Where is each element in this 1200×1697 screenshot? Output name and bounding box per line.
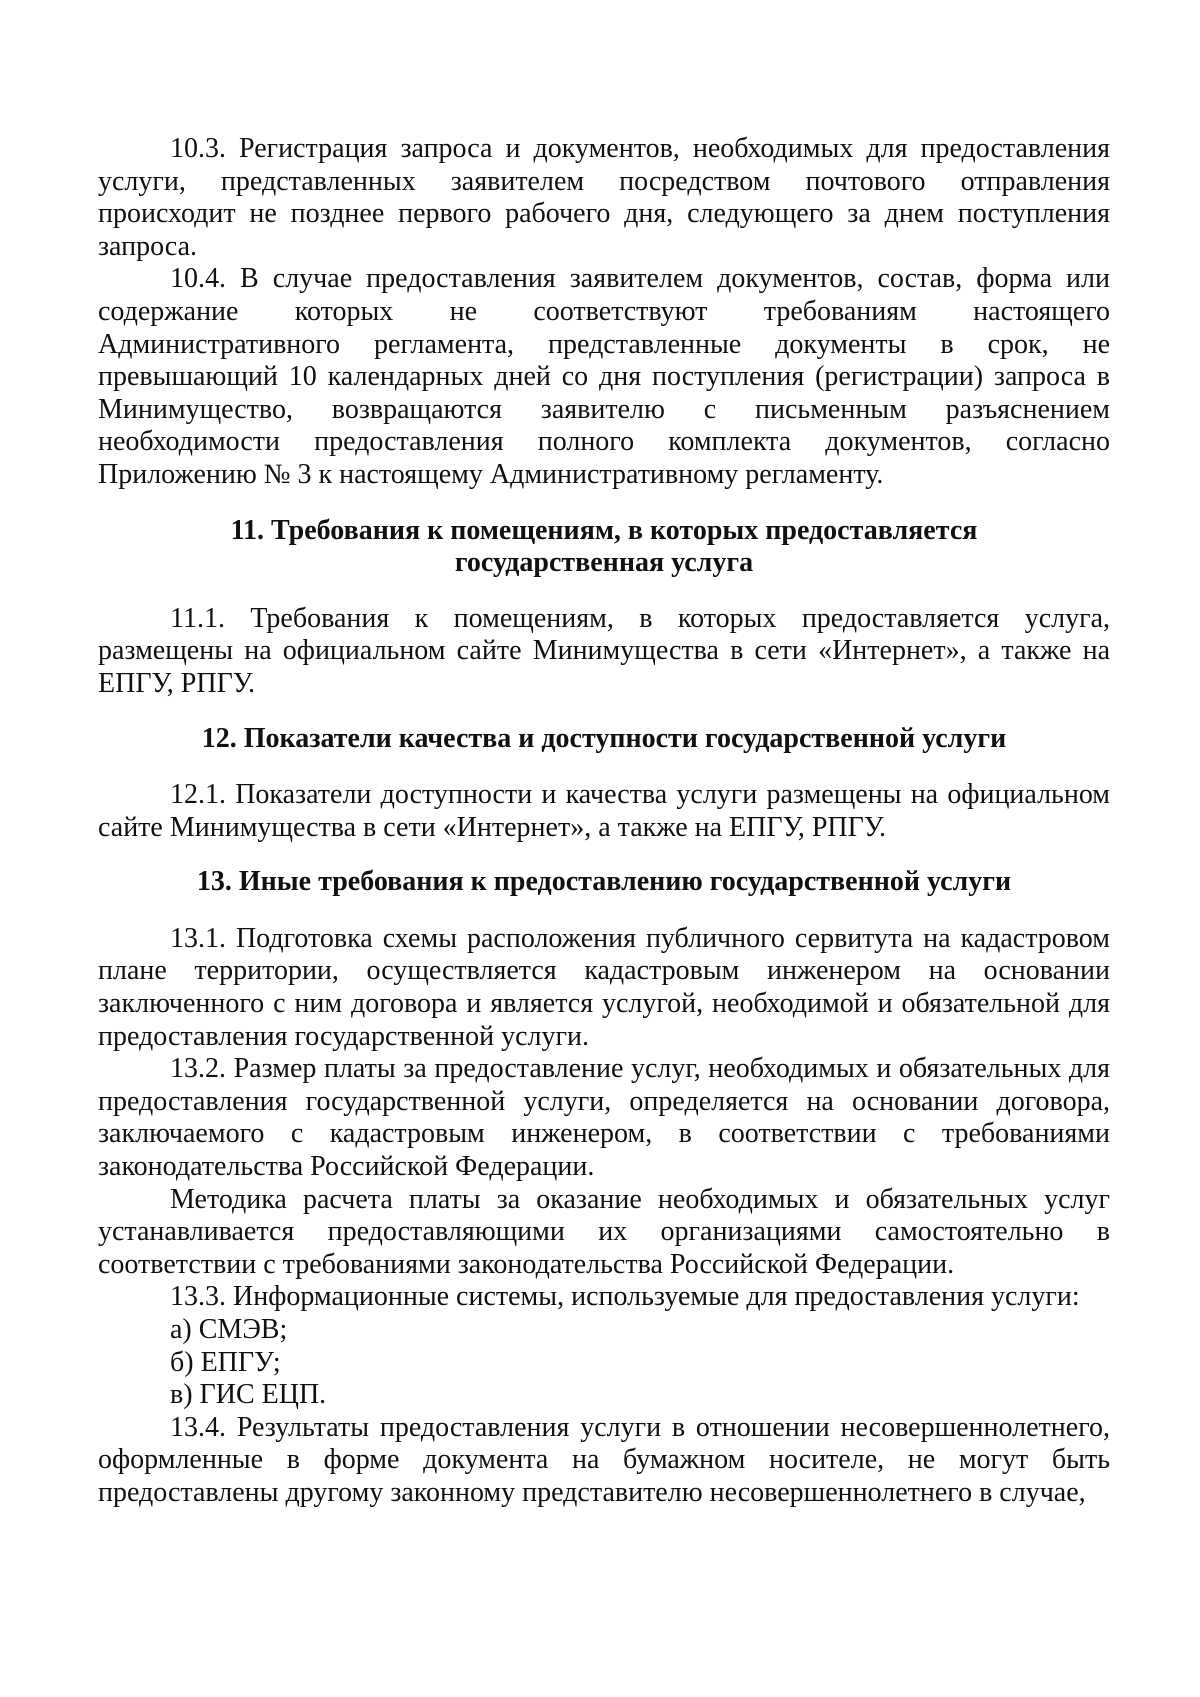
section-11-heading xyxy=(98,515,1110,580)
section-11-heading-line1: 11. Требования к помещениям, в которых предоставляется xyxy=(230,514,978,546)
paragraph-13-1: 13.1. Подготовка схемы расположения публичного сервитута на кадастровом плане территории, осуществляется кадастровым инженером на основании заключенного с ним договора и является услугой, необходимой и обязательной для предоставления государственной услуги. xyxy=(98,922,1110,1052)
paragraph-13-2: 13.2. Размер платы за предоставление услуг, необходимых и обязательных для предоставления государственной услуги, определяется на основании договора, заключаемого с кадастровым инженером, в соответствии с требованиями законодательства Российской Федерации. xyxy=(98,1053,1110,1183)
paragraph-13-3: 13.3. Информационные системы, используемые для предоставления услуги: xyxy=(170,1281,1080,1313)
list-item: в) ГИС ЕЦП. xyxy=(170,1379,327,1411)
paragraph-13-2-methodology: Методика расчета платы за оказание необходимых и обязательных услуг устанавливается предоставляющими их организациями самостоятельно в соответствии с требованиями законодательства Российской Федерации. xyxy=(98,1183,1110,1280)
section-11-heading-line2: государственная услуга xyxy=(454,547,754,579)
document-page xyxy=(98,133,1110,1510)
section-13-heading: 13. Иные требования к предоставлению государственной услуги xyxy=(196,866,1012,898)
section-12-heading: 12. Показатели качества и доступности государственной услуги xyxy=(201,722,1007,754)
paragraph-10-3: 10.3. Регистрация запроса и документов, необходимых для предоставления услуги, представленных заявителем посредством почтового отправления происходит не позднее первого рабочего дня, следующего за днем поступления запроса. xyxy=(98,133,1110,262)
paragraph-11-1: 11.1. Требования к помещениям, в которых предоставляется услуга, размещены на официальном сайте Минимущества в сети «Интернет», а также на ЕПГУ, РПГУ. xyxy=(98,602,1110,699)
paragraph-13-4: 13.4. Результаты предоставления услуги в отношении несовершеннолетнего, оформленные в форме документа на бумажном носителе, не могут быть предоставлены другому законному представителю несовершеннолетнего в случае, xyxy=(98,1411,1110,1508)
list-item: а) СМЭВ; xyxy=(170,1314,288,1345)
paragraph-12-1: 12.1. Показатели доступности и качества услуги размещены на официальном сайте Минимущества в сети «Интернет», а также на ЕПГУ, РПГУ. xyxy=(98,779,1110,843)
info-systems-list xyxy=(98,1314,1110,1412)
list-item: б) ЕПГУ; xyxy=(170,1346,281,1378)
paragraph-10-4: 10.4. В случае предоставления заявителем документов, состав, форма или содержание которых не соответствуют требованиям настоящего Административного регламента, представленные документы в срок, не превышающий 10 календарных дней со дня поступления (регистрации) запроса в Минимущество, возвращаются заявителю с письменным разъяснением необходимости предоставления полного комплекта документов, согласно Приложению № 3 к настоящему Административному регламенту. xyxy=(98,263,1110,490)
